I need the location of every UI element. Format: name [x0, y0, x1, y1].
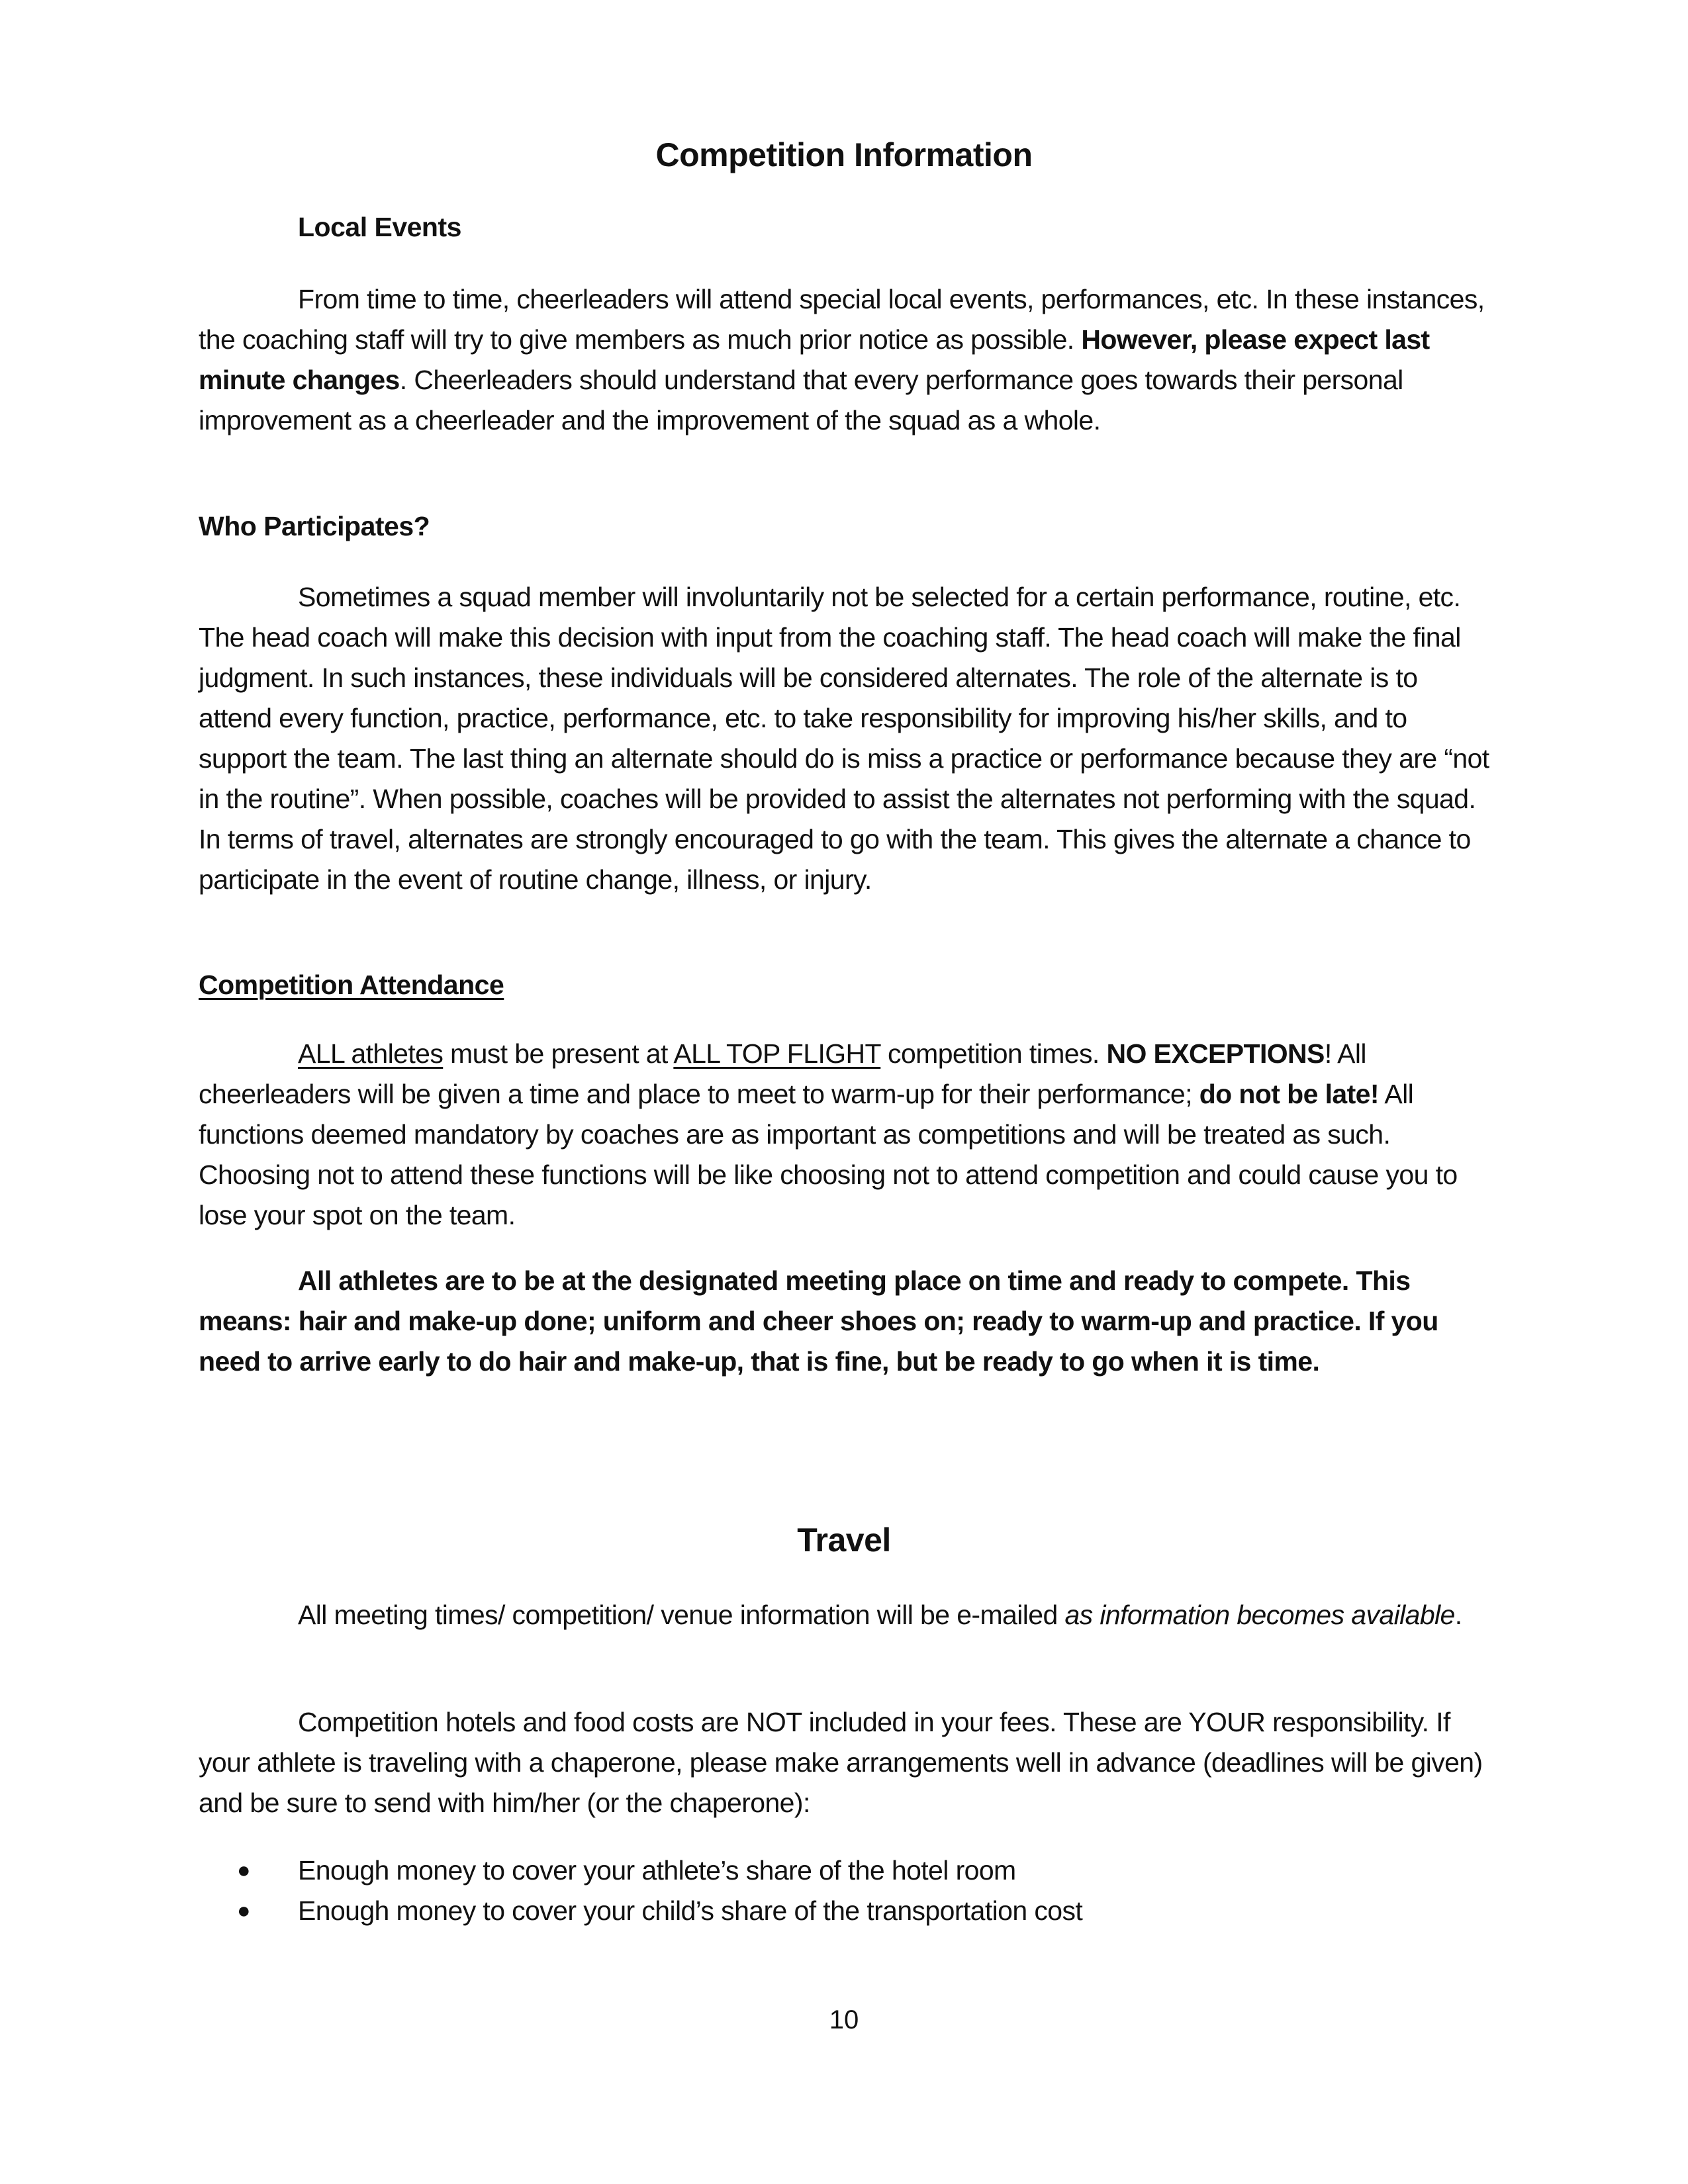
competition-attendance-paragraph: ALL athletes must be present at ALL TOP FLIGHT competition times. NO EXCEPTIONS! All cheerleaders will be given a time and place to meet to warm-up for their performance; do not be late! All functions deemed mandatory by coaches are as important as competitions and will be treated as such. Choosing not to attend these functions will be like choosing not to attend competition and could cause you to lose your spot on the team.: [199, 1038, 1458, 1230]
bullet-icon: ●: [237, 1898, 250, 1923]
travel-title: Travel: [797, 1522, 891, 1559]
last-minute-changes-emphasis: However, please expect last minute changes: [199, 324, 1430, 395]
travel-costs-paragraph: Competition hotels and food costs are NOT included in your fees. These are YOUR responsibility. If your athlete is traveling with a chaperone, please make arrangements well in advance (deadlines will be given) and be sure to send with him/her (or the chaperone):: [199, 1707, 1483, 1818]
local-events-paragraph: From time to time, cheerleaders will attend special local events, performances, etc. In these instances, the coaching staff will try to give members as much prior notice as possible. However, please expect last minute changes. Cheerleaders should understand that every performance goes towards their personal improvement as a cheerleader and the improvement of the squad as a whole.: [199, 284, 1485, 435]
travel-info-paragraph: All meeting times/ competition/ venue information will be e-mailed as information becomes available.: [298, 1600, 1462, 1630]
who-participates-heading: Who Participates?: [199, 511, 430, 541]
bullet-icon: ●: [237, 1858, 250, 1883]
meeting-place-requirements-paragraph: All athletes are to be at the designated meeting place on time and ready to compete. This means: hair and make-up done; uniform and cheer shoes on; ready to warm-up and practice. If you need to arrive early to do hair and make-up, that is fine, but be ready to go when it is time.: [199, 1265, 1438, 1377]
competition-information-title: Competition Information: [655, 136, 1033, 173]
who-participates-paragraph: Sometimes a squad member will involuntarily not be selected for a certain performance, routine, etc. The head coach will make this decision with input from the coaching staff. The head coach will make the final judgment. In such instances, these individuals will be considered alternates. The role of the alternate is to attend every function, practice, performance, etc. to take responsibility for improving his/her skills, and to support the team. The last thing an alternate should do is miss a practice or performance because they are “not in the routine”. When possible, coaches will be provided to assist the alternates not performing with the squad. In terms of travel, alternates are strongly encouraged to go with the team. This gives the alternate a chance to participate in the event of routine change, illness, or injury.: [199, 582, 1489, 895]
travel-costs-list: [199, 1850, 1489, 1931]
page-number: 10: [829, 2005, 859, 2034]
list-item: ● Enough money to cover your athlete’s share of the hotel room: [199, 1850, 1489, 1891]
competition-attendance-heading: Competition Attendance: [199, 970, 504, 1000]
list-item: ● Enough money to cover your child’s share of the transportation cost: [199, 1891, 1489, 1931]
local-events-heading: Local Events: [298, 212, 461, 242]
